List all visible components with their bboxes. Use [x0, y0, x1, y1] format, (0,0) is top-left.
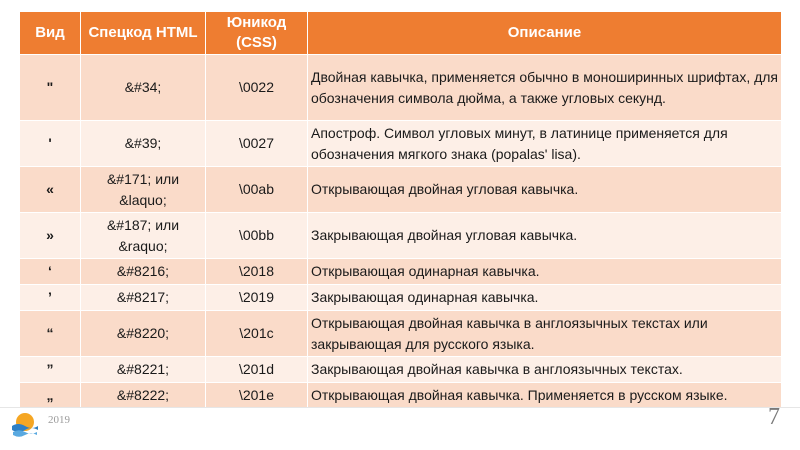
cell-view: ": [20, 55, 81, 121]
header-unicode: Юникод (CSS): [206, 12, 308, 55]
cell-unicode: \00bb: [206, 213, 308, 259]
cell-html-code: &#39;: [81, 121, 206, 167]
table-row: [20, 121, 782, 167]
cell-html-code: &#8222;: [81, 383, 206, 408]
footer-year: 2019: [48, 414, 70, 426]
cell-description: Закрывающая двойная кавычка в англоязычных текстах.: [308, 357, 782, 383]
table-row: [20, 213, 782, 259]
cell-unicode: \00ab: [206, 167, 308, 213]
cell-view: ’: [20, 285, 81, 311]
cell-unicode: \201e: [206, 383, 308, 408]
cell-description: Открывающая двойная кавычка. Применяется в русском языке.: [308, 383, 782, 408]
cell-view: »: [20, 213, 81, 259]
cell-description: Закрывающая двойная угловая кавычка.: [308, 213, 782, 259]
cell-view: ”: [20, 357, 81, 383]
footer-divider: [0, 407, 800, 408]
cell-view: “: [20, 311, 81, 357]
table-row: [20, 55, 782, 121]
table-row: [20, 357, 782, 383]
cell-html-code: &#171; или &laquo;: [81, 167, 206, 213]
cell-html-code: &#187; или &raquo;: [81, 213, 206, 259]
cell-unicode: \201d: [206, 357, 308, 383]
table-row: [20, 259, 782, 285]
header-html-code: Спецкод HTML: [81, 12, 206, 55]
cell-unicode: \0022: [206, 55, 308, 121]
cell-view: ‘: [20, 259, 81, 285]
cell-unicode: \2019: [206, 285, 308, 311]
cell-view: ': [20, 121, 81, 167]
cell-unicode: \0027: [206, 121, 308, 167]
cell-view: «: [20, 167, 81, 213]
quotes-table: [19, 11, 782, 408]
cell-description: Открывающая двойная кавычка в англоязычных текстах или закрывающая для русского языка.: [308, 311, 782, 357]
sun-wave-logo-icon: [9, 409, 41, 441]
cell-html-code: &#34;: [81, 55, 206, 121]
cell-html-code: &#8220;: [81, 311, 206, 357]
cell-description: Закрывающая одинарная кавычка.: [308, 285, 782, 311]
cell-description: Открывающая двойная угловая кавычка.: [308, 167, 782, 213]
cell-view: „: [20, 383, 81, 408]
cell-unicode: \201c: [206, 311, 308, 357]
cell-html-code: &#8216;: [81, 259, 206, 285]
table-row: [20, 383, 782, 408]
cell-description: Апостроф. Символ угловых минут, в латинице применяется для обозначения мягкого знака (popalas' lisa).: [308, 121, 782, 167]
table-row: [20, 285, 782, 311]
cell-html-code: &#8221;: [81, 357, 206, 383]
cell-unicode: \2018: [206, 259, 308, 285]
cell-description: Открывающая одинарная кавычка.: [308, 259, 782, 285]
table-row: [20, 167, 782, 213]
page-number: 7: [768, 404, 780, 430]
table-header-row: [20, 12, 782, 55]
cell-description: Двойная кавычка, применяется обычно в моноширинных шрифтах, для обозначения символа дюйма, а также угловых секунд.: [308, 55, 782, 121]
cell-html-code: &#8217;: [81, 285, 206, 311]
header-description: Описание: [308, 12, 782, 55]
header-view: Вид: [20, 12, 81, 55]
table-row: [20, 311, 782, 357]
